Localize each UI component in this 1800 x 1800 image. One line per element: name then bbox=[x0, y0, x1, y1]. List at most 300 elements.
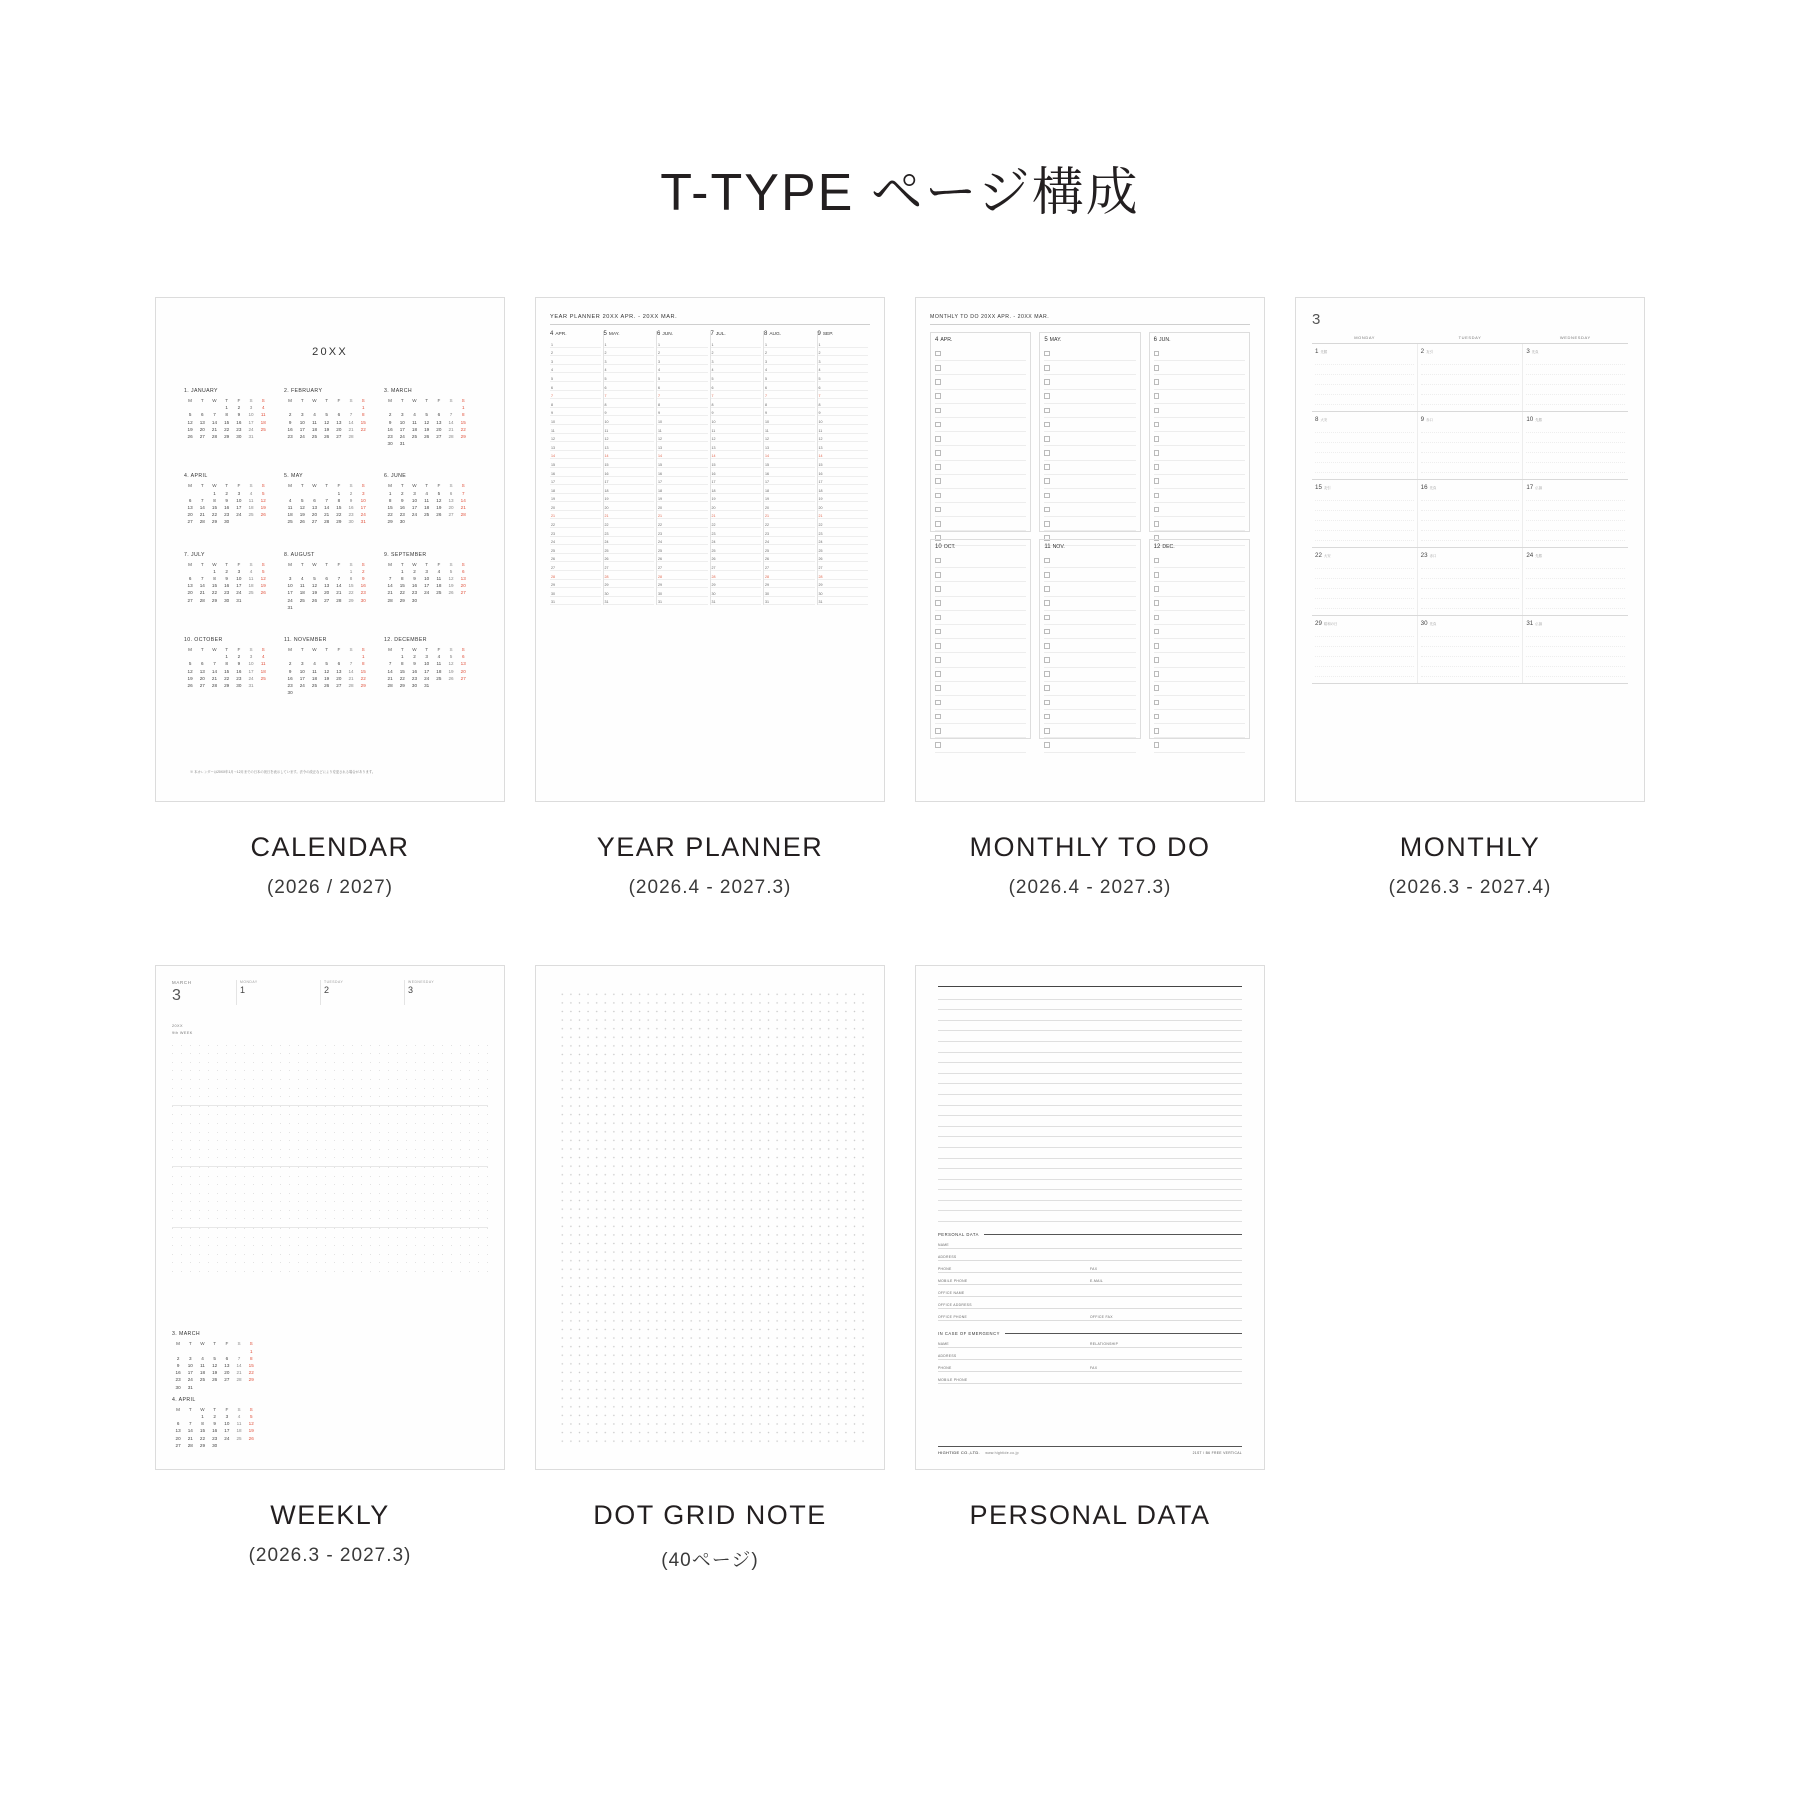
year-planner-day-line[interactable]: 3 bbox=[604, 356, 655, 365]
year-planner-day-line[interactable]: 20 bbox=[657, 502, 708, 511]
todo-row[interactable] bbox=[935, 738, 1026, 752]
year-planner-day-line[interactable]: 5 bbox=[604, 373, 655, 382]
form-field-row[interactable] bbox=[938, 1309, 1242, 1321]
checkbox-icon[interactable] bbox=[935, 478, 941, 484]
todo-row[interactable] bbox=[1154, 653, 1245, 667]
year-planner-day-line[interactable]: 28 bbox=[604, 571, 655, 580]
checkbox-icon[interactable] bbox=[935, 450, 941, 456]
year-planner-day-line[interactable]: 13 bbox=[764, 442, 815, 451]
note-line[interactable] bbox=[938, 1010, 1242, 1021]
year-planner-day-line[interactable]: 11 bbox=[550, 425, 601, 434]
form-field-row[interactable] bbox=[938, 1261, 1242, 1273]
todo-row[interactable] bbox=[1154, 639, 1245, 653]
year-planner-column[interactable] bbox=[550, 331, 604, 605]
year-planner-day-line[interactable]: 1 bbox=[818, 339, 869, 348]
year-planner-day-line[interactable]: 23 bbox=[657, 528, 708, 537]
checkbox-icon[interactable] bbox=[1154, 657, 1160, 663]
todo-row[interactable] bbox=[1154, 582, 1245, 596]
checkbox-icon[interactable] bbox=[935, 436, 941, 442]
year-planner-day-line[interactable]: 8 bbox=[550, 399, 601, 408]
todo-row[interactable] bbox=[1044, 639, 1135, 653]
checkbox-icon[interactable] bbox=[935, 351, 941, 357]
year-planner-day-line[interactable]: 25 bbox=[711, 545, 762, 554]
year-planner-day-line[interactable]: 17 bbox=[550, 477, 601, 486]
year-planner-day-line[interactable]: 9 bbox=[764, 408, 815, 417]
todo-row[interactable] bbox=[935, 418, 1026, 432]
year-planner-day-line[interactable]: 3 bbox=[657, 356, 708, 365]
year-planner-day-line[interactable]: 25 bbox=[764, 545, 815, 554]
todo-row[interactable] bbox=[1154, 418, 1245, 432]
year-planner-day-line[interactable]: 19 bbox=[604, 494, 655, 503]
year-planner-day-line[interactable]: 7 bbox=[604, 391, 655, 400]
year-planner-day-line[interactable]: 11 bbox=[604, 425, 655, 434]
todo-row[interactable] bbox=[935, 639, 1026, 653]
year-planner-day-line[interactable]: 29 bbox=[711, 580, 762, 589]
year-planner-column[interactable] bbox=[710, 331, 768, 605]
year-planner-day-line[interactable]: 19 bbox=[764, 494, 815, 503]
year-planner-day-line[interactable]: 19 bbox=[711, 494, 762, 503]
todo-row[interactable] bbox=[1044, 475, 1135, 489]
note-line[interactable] bbox=[938, 1180, 1242, 1191]
todo-row[interactable] bbox=[935, 446, 1026, 460]
todo-row[interactable] bbox=[1044, 461, 1135, 475]
year-planner-day-line[interactable]: 24 bbox=[711, 537, 762, 546]
dot-grid-note-thumbnail[interactable] bbox=[535, 965, 885, 1470]
year-planner-day-line[interactable]: 5 bbox=[657, 373, 708, 382]
year-planner-day-line[interactable]: 21 bbox=[550, 511, 601, 520]
checkbox-icon[interactable] bbox=[935, 586, 941, 592]
year-planner-day-line[interactable]: 16 bbox=[550, 468, 601, 477]
year-planner-day-line[interactable]: 11 bbox=[657, 425, 708, 434]
monthly-day-cell[interactable] bbox=[1418, 480, 1524, 547]
year-planner-day-line[interactable]: 4 bbox=[818, 365, 869, 374]
checkbox-icon[interactable] bbox=[1154, 365, 1160, 371]
checkbox-icon[interactable] bbox=[1154, 436, 1160, 442]
todo-row[interactable] bbox=[935, 517, 1026, 531]
todo-row[interactable] bbox=[935, 710, 1026, 724]
year-planner-day-line[interactable]: 8 bbox=[711, 399, 762, 408]
checkbox-icon[interactable] bbox=[1154, 586, 1160, 592]
todo-row[interactable] bbox=[1044, 568, 1135, 582]
checkbox-icon[interactable] bbox=[1044, 478, 1050, 484]
year-planner-day-line[interactable]: 29 bbox=[657, 580, 708, 589]
year-planner-day-line[interactable]: 25 bbox=[657, 545, 708, 554]
year-planner-day-line[interactable]: 4 bbox=[550, 365, 601, 374]
weekly-day-column[interactable] bbox=[404, 980, 488, 1005]
year-planner-day-line[interactable]: 17 bbox=[818, 477, 869, 486]
checkbox-icon[interactable] bbox=[1154, 629, 1160, 635]
year-planner-day-line[interactable]: 15 bbox=[711, 459, 762, 468]
year-planner-day-line[interactable]: 15 bbox=[604, 459, 655, 468]
year-planner-day-line[interactable]: 18 bbox=[657, 485, 708, 494]
year-planner-day-line[interactable]: 6 bbox=[818, 382, 869, 391]
year-planner-day-line[interactable]: 16 bbox=[764, 468, 815, 477]
todo-row[interactable] bbox=[935, 682, 1026, 696]
year-planner-day-line[interactable]: 20 bbox=[764, 502, 815, 511]
year-planner-day-line[interactable]: 26 bbox=[711, 554, 762, 563]
note-line[interactable] bbox=[938, 1063, 1242, 1074]
checkbox-icon[interactable] bbox=[1154, 464, 1160, 470]
note-line[interactable] bbox=[938, 1000, 1242, 1011]
year-planner-day-line[interactable]: 1 bbox=[550, 339, 601, 348]
checkbox-icon[interactable] bbox=[935, 629, 941, 635]
year-planner-day-line[interactable]: 12 bbox=[711, 434, 762, 443]
monthly-day-cell[interactable] bbox=[1312, 344, 1418, 411]
checkbox-icon[interactable] bbox=[935, 393, 941, 399]
year-planner-day-line[interactable]: 22 bbox=[711, 519, 762, 528]
year-planner-day-line[interactable]: 10 bbox=[657, 416, 708, 425]
year-planner-day-line[interactable]: 2 bbox=[550, 348, 601, 357]
note-line[interactable] bbox=[938, 989, 1242, 1000]
year-planner-day-line[interactable]: 12 bbox=[657, 434, 708, 443]
year-planner-day-line[interactable]: 11 bbox=[764, 425, 815, 434]
year-planner-day-line[interactable]: 5 bbox=[818, 373, 869, 382]
checkbox-icon[interactable] bbox=[1044, 351, 1050, 357]
todo-row[interactable] bbox=[1044, 611, 1135, 625]
checkbox-icon[interactable] bbox=[935, 408, 941, 414]
year-planner-day-line[interactable]: 23 bbox=[604, 528, 655, 537]
note-line[interactable] bbox=[938, 1190, 1242, 1201]
form-field-row[interactable] bbox=[938, 1249, 1242, 1261]
year-planner-day-line[interactable]: 8 bbox=[657, 399, 708, 408]
year-planner-day-line[interactable]: 16 bbox=[604, 468, 655, 477]
year-planner-day-line[interactable]: 20 bbox=[550, 502, 601, 511]
year-planner-day-line[interactable]: 2 bbox=[764, 348, 815, 357]
year-planner-day-line[interactable]: 10 bbox=[764, 416, 815, 425]
checkbox-icon[interactable] bbox=[1154, 685, 1160, 691]
todo-row[interactable] bbox=[935, 696, 1026, 710]
todo-row[interactable] bbox=[935, 597, 1026, 611]
year-planner-day-line[interactable]: 4 bbox=[657, 365, 708, 374]
year-planner-day-line[interactable]: 6 bbox=[550, 382, 601, 391]
year-planner-day-line[interactable]: 23 bbox=[550, 528, 601, 537]
todo-row[interactable] bbox=[935, 582, 1026, 596]
year-planner-day-line[interactable]: 9 bbox=[711, 408, 762, 417]
year-planner-day-line[interactable]: 31 bbox=[711, 597, 762, 606]
year-planner-day-line[interactable]: 28 bbox=[764, 571, 815, 580]
checkbox-icon[interactable] bbox=[1044, 629, 1050, 635]
todo-row[interactable] bbox=[1154, 710, 1245, 724]
year-planner-day-line[interactable]: 12 bbox=[818, 434, 869, 443]
checkbox-icon[interactable] bbox=[935, 558, 941, 564]
checkbox-icon[interactable] bbox=[935, 493, 941, 499]
monthly-day-cell[interactable] bbox=[1418, 548, 1524, 615]
checkbox-icon[interactable] bbox=[935, 422, 941, 428]
year-planner-day-line[interactable]: 7 bbox=[818, 391, 869, 400]
checkbox-icon[interactable] bbox=[935, 379, 941, 385]
year-planner-day-line[interactable]: 19 bbox=[818, 494, 869, 503]
year-planner-day-line[interactable]: 29 bbox=[604, 580, 655, 589]
note-line[interactable] bbox=[938, 1116, 1242, 1127]
todo-row[interactable] bbox=[935, 361, 1026, 375]
form-field-row[interactable] bbox=[938, 1348, 1242, 1360]
todo-row[interactable] bbox=[1044, 375, 1135, 389]
todo-row[interactable] bbox=[1154, 625, 1245, 639]
checkbox-icon[interactable] bbox=[1154, 572, 1160, 578]
todo-row[interactable] bbox=[1044, 489, 1135, 503]
form-field-row[interactable] bbox=[938, 1360, 1242, 1372]
todo-row[interactable] bbox=[1044, 668, 1135, 682]
personal-data-thumbnail[interactable] bbox=[915, 965, 1265, 1470]
monthly-day-cell[interactable] bbox=[1312, 412, 1418, 479]
year-planner-day-line[interactable]: 13 bbox=[604, 442, 655, 451]
todo-row[interactable] bbox=[935, 503, 1026, 517]
year-planner-day-line[interactable]: 3 bbox=[818, 356, 869, 365]
checkbox-icon[interactable] bbox=[1154, 728, 1160, 734]
year-planner-day-line[interactable]: 30 bbox=[657, 588, 708, 597]
monthly-day-cell[interactable] bbox=[1418, 616, 1524, 683]
checkbox-icon[interactable] bbox=[1154, 558, 1160, 564]
checkbox-icon[interactable] bbox=[935, 507, 941, 513]
year-planner-day-line[interactable]: 26 bbox=[657, 554, 708, 563]
monthly-day-cell[interactable] bbox=[1312, 616, 1418, 683]
year-planner-day-line[interactable]: 13 bbox=[657, 442, 708, 451]
year-planner-day-line[interactable]: 1 bbox=[657, 339, 708, 348]
year-planner-day-line[interactable]: 21 bbox=[604, 511, 655, 520]
year-planner-day-line[interactable]: 21 bbox=[818, 511, 869, 520]
year-planner-day-line[interactable]: 3 bbox=[711, 356, 762, 365]
todo-row[interactable] bbox=[1154, 503, 1245, 517]
monthly-day-cell[interactable] bbox=[1523, 344, 1628, 411]
checkbox-icon[interactable] bbox=[1044, 700, 1050, 706]
todo-row[interactable] bbox=[935, 461, 1026, 475]
checkbox-icon[interactable] bbox=[1154, 600, 1160, 606]
monthly-todo-card[interactable] bbox=[930, 539, 1031, 739]
year-planner-day-line[interactable]: 15 bbox=[764, 459, 815, 468]
year-planner-day-line[interactable]: 20 bbox=[711, 502, 762, 511]
checkbox-icon[interactable] bbox=[1044, 408, 1050, 414]
checkbox-icon[interactable] bbox=[1044, 728, 1050, 734]
weekly-day-column[interactable] bbox=[236, 980, 320, 1005]
year-planner-day-line[interactable]: 10 bbox=[604, 416, 655, 425]
year-planner-day-line[interactable]: 29 bbox=[550, 580, 601, 589]
year-planner-day-line[interactable]: 31 bbox=[550, 597, 601, 606]
todo-row[interactable] bbox=[935, 625, 1026, 639]
form-field-row[interactable] bbox=[938, 1285, 1242, 1297]
year-planner-day-line[interactable]: 14 bbox=[818, 451, 869, 460]
year-planner-day-line[interactable]: 22 bbox=[604, 519, 655, 528]
monthly-todo-card[interactable] bbox=[1149, 539, 1250, 739]
year-planner-day-line[interactable]: 6 bbox=[711, 382, 762, 391]
checkbox-icon[interactable] bbox=[935, 671, 941, 677]
year-planner-day-line[interactable]: 30 bbox=[818, 588, 869, 597]
todo-row[interactable] bbox=[935, 554, 1026, 568]
year-planner-day-line[interactable]: 31 bbox=[657, 597, 708, 606]
year-planner-day-line[interactable]: 23 bbox=[711, 528, 762, 537]
checkbox-icon[interactable] bbox=[1044, 615, 1050, 621]
year-planner-day-line[interactable]: 16 bbox=[657, 468, 708, 477]
year-planner-day-line[interactable]: 21 bbox=[657, 511, 708, 520]
checkbox-icon[interactable] bbox=[1154, 379, 1160, 385]
year-planner-column[interactable] bbox=[603, 331, 661, 605]
year-planner-day-line[interactable]: 29 bbox=[818, 580, 869, 589]
year-planner-day-line[interactable]: 19 bbox=[657, 494, 708, 503]
year-planner-day-line[interactable]: 27 bbox=[818, 562, 869, 571]
checkbox-icon[interactable] bbox=[1044, 643, 1050, 649]
todo-row[interactable] bbox=[935, 724, 1026, 738]
todo-row[interactable] bbox=[1154, 568, 1245, 582]
todo-row[interactable] bbox=[935, 347, 1026, 361]
todo-row[interactable] bbox=[1154, 446, 1245, 460]
todo-row[interactable] bbox=[1044, 724, 1135, 738]
year-planner-day-line[interactable]: 27 bbox=[604, 562, 655, 571]
form-field-row[interactable] bbox=[938, 1336, 1242, 1348]
year-planner-day-line[interactable]: 3 bbox=[764, 356, 815, 365]
todo-row[interactable] bbox=[935, 404, 1026, 418]
checkbox-icon[interactable] bbox=[1044, 714, 1050, 720]
todo-row[interactable] bbox=[935, 375, 1026, 389]
checkbox-icon[interactable] bbox=[1044, 586, 1050, 592]
year-planner-day-line[interactable]: 31 bbox=[764, 597, 815, 606]
checkbox-icon[interactable] bbox=[1044, 742, 1050, 748]
monthly-todo-card[interactable] bbox=[1149, 332, 1250, 532]
year-planner-day-line[interactable]: 1 bbox=[711, 339, 762, 348]
checkbox-icon[interactable] bbox=[935, 365, 941, 371]
todo-row[interactable] bbox=[1154, 738, 1245, 752]
checkbox-icon[interactable] bbox=[1044, 685, 1050, 691]
checkbox-icon[interactable] bbox=[1154, 700, 1160, 706]
note-line[interactable] bbox=[938, 1159, 1242, 1170]
year-planner-day-line[interactable]: 4 bbox=[764, 365, 815, 374]
checkbox-icon[interactable] bbox=[1044, 600, 1050, 606]
year-planner-day-line[interactable]: 28 bbox=[550, 571, 601, 580]
year-planner-day-line[interactable]: 10 bbox=[711, 416, 762, 425]
year-planner-day-line[interactable]: 14 bbox=[550, 451, 601, 460]
year-planner-day-line[interactable]: 2 bbox=[657, 348, 708, 357]
year-planner-day-line[interactable]: 22 bbox=[818, 519, 869, 528]
year-planner-day-line[interactable]: 9 bbox=[818, 408, 869, 417]
checkbox-icon[interactable] bbox=[1044, 450, 1050, 456]
todo-row[interactable] bbox=[1044, 625, 1135, 639]
year-planner-day-line[interactable]: 7 bbox=[550, 391, 601, 400]
monthly-day-cell[interactable] bbox=[1523, 616, 1628, 683]
year-planner-day-line[interactable]: 25 bbox=[550, 545, 601, 554]
checkbox-icon[interactable] bbox=[1044, 558, 1050, 564]
year-planner-day-line[interactable]: 31 bbox=[604, 597, 655, 606]
note-line[interactable] bbox=[938, 1031, 1242, 1042]
year-planner-day-line[interactable]: 16 bbox=[818, 468, 869, 477]
year-planner-day-line[interactable]: 17 bbox=[764, 477, 815, 486]
year-planner-day-line[interactable]: 22 bbox=[657, 519, 708, 528]
todo-row[interactable] bbox=[1044, 432, 1135, 446]
year-planner-day-line[interactable]: 29 bbox=[764, 580, 815, 589]
year-planner-day-line[interactable]: 9 bbox=[550, 408, 601, 417]
checkbox-icon[interactable] bbox=[935, 714, 941, 720]
year-planner-day-line[interactable]: 20 bbox=[818, 502, 869, 511]
monthly-day-cell[interactable] bbox=[1523, 412, 1628, 479]
checkbox-icon[interactable] bbox=[935, 572, 941, 578]
year-planner-day-line[interactable]: 26 bbox=[818, 554, 869, 563]
note-line[interactable] bbox=[938, 1106, 1242, 1117]
form-field-row[interactable] bbox=[938, 1273, 1242, 1285]
todo-row[interactable] bbox=[1154, 347, 1245, 361]
year-planner-day-line[interactable]: 12 bbox=[764, 434, 815, 443]
todo-row[interactable] bbox=[1044, 347, 1135, 361]
checkbox-icon[interactable] bbox=[1154, 493, 1160, 499]
checkbox-icon[interactable] bbox=[1154, 521, 1160, 527]
checkbox-icon[interactable] bbox=[1154, 742, 1160, 748]
monthly-day-cell[interactable] bbox=[1523, 548, 1628, 615]
year-planner-day-line[interactable]: 27 bbox=[764, 562, 815, 571]
year-planner-day-line[interactable]: 22 bbox=[764, 519, 815, 528]
monthly-day-cell[interactable] bbox=[1418, 344, 1524, 411]
note-line[interactable] bbox=[938, 1127, 1242, 1138]
checkbox-icon[interactable] bbox=[1044, 657, 1050, 663]
todo-row[interactable] bbox=[1154, 361, 1245, 375]
checkbox-icon[interactable] bbox=[935, 521, 941, 527]
year-planner-day-line[interactable]: 13 bbox=[818, 442, 869, 451]
todo-row[interactable] bbox=[1044, 517, 1135, 531]
checkbox-icon[interactable] bbox=[1044, 671, 1050, 677]
year-planner-day-line[interactable]: 24 bbox=[604, 537, 655, 546]
todo-row[interactable] bbox=[1044, 682, 1135, 696]
todo-row[interactable] bbox=[935, 390, 1026, 404]
year-planner-day-line[interactable]: 19 bbox=[550, 494, 601, 503]
note-line[interactable] bbox=[938, 1201, 1242, 1212]
todo-row[interactable] bbox=[1154, 390, 1245, 404]
checkbox-icon[interactable] bbox=[1154, 714, 1160, 720]
form-field-row[interactable] bbox=[938, 1237, 1242, 1249]
monthly-day-cell[interactable] bbox=[1523, 480, 1628, 547]
todo-row[interactable] bbox=[1154, 611, 1245, 625]
note-line[interactable] bbox=[938, 1021, 1242, 1032]
checkbox-icon[interactable] bbox=[935, 643, 941, 649]
note-line[interactable] bbox=[938, 1169, 1242, 1180]
todo-row[interactable] bbox=[1154, 682, 1245, 696]
todo-row[interactable] bbox=[1044, 361, 1135, 375]
year-planner-day-line[interactable]: 28 bbox=[818, 571, 869, 580]
year-planner-day-line[interactable]: 14 bbox=[711, 451, 762, 460]
year-planner-column[interactable] bbox=[764, 331, 818, 605]
year-planner-day-line[interactable]: 28 bbox=[711, 571, 762, 580]
checkbox-icon[interactable] bbox=[935, 728, 941, 734]
checkbox-icon[interactable] bbox=[1154, 422, 1160, 428]
year-planner-day-line[interactable]: 30 bbox=[550, 588, 601, 597]
year-planner-day-line[interactable]: 11 bbox=[711, 425, 762, 434]
checkbox-icon[interactable] bbox=[1154, 393, 1160, 399]
todo-row[interactable] bbox=[935, 568, 1026, 582]
todo-row[interactable] bbox=[1044, 390, 1135, 404]
year-planner-day-line[interactable]: 5 bbox=[764, 373, 815, 382]
year-planner-column[interactable] bbox=[818, 331, 871, 605]
monthly-todo-thumbnail[interactable] bbox=[915, 297, 1265, 802]
todo-row[interactable] bbox=[1154, 475, 1245, 489]
todo-row[interactable] bbox=[1044, 696, 1135, 710]
year-planner-day-line[interactable]: 27 bbox=[657, 562, 708, 571]
year-planner-day-line[interactable]: 31 bbox=[818, 597, 869, 606]
todo-row[interactable] bbox=[1154, 517, 1245, 531]
year-planner-day-line[interactable]: 30 bbox=[764, 588, 815, 597]
todo-row[interactable] bbox=[935, 611, 1026, 625]
form-field-row[interactable] bbox=[938, 1372, 1242, 1384]
checkbox-icon[interactable] bbox=[1154, 478, 1160, 484]
year-planner-day-line[interactable]: 20 bbox=[604, 502, 655, 511]
todo-row[interactable] bbox=[935, 653, 1026, 667]
year-planner-day-line[interactable]: 2 bbox=[818, 348, 869, 357]
checkbox-icon[interactable] bbox=[935, 600, 941, 606]
year-planner-day-line[interactable]: 2 bbox=[604, 348, 655, 357]
year-planner-day-line[interactable]: 22 bbox=[550, 519, 601, 528]
todo-row[interactable] bbox=[1154, 489, 1245, 503]
year-planner-column[interactable] bbox=[657, 331, 711, 605]
checkbox-icon[interactable] bbox=[935, 742, 941, 748]
todo-row[interactable] bbox=[935, 489, 1026, 503]
checkbox-icon[interactable] bbox=[1044, 379, 1050, 385]
year-planner-day-line[interactable]: 1 bbox=[604, 339, 655, 348]
year-planner-day-line[interactable]: 18 bbox=[711, 485, 762, 494]
year-planner-thumbnail[interactable] bbox=[535, 297, 885, 802]
year-planner-day-line[interactable]: 17 bbox=[657, 477, 708, 486]
